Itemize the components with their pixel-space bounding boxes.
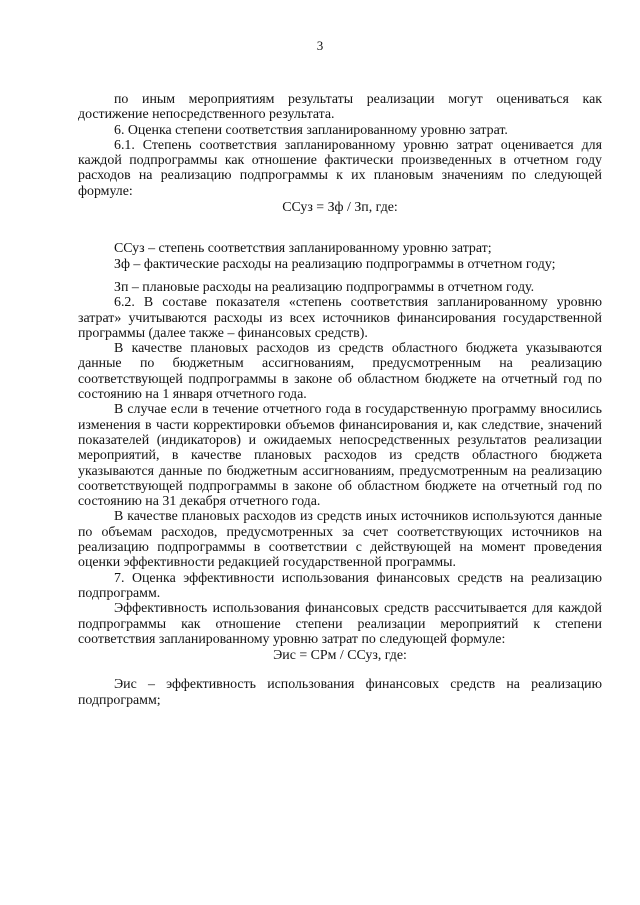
paragraph-regional-budget: В качестве плановых расходов из средств областного бюджета указываются данные по бюджетным ассигнованиям, предусмотренным на реализацию соответствующей подпрограммы в законе об областном бюджете на отчетный год по состоянию на 1 января отчетного года. bbox=[78, 341, 602, 403]
spacer bbox=[78, 272, 602, 280]
section-7-paragraph: Эффективность использования финансовых средств рассчитывается для каждой подпрограммы как отношение степени реализации мероприятий к степени соответствия запланированному уровню затрат по следующей формуле: bbox=[78, 601, 602, 647]
paragraph-changes: В случае если в течение отчетного года в государственную программу вносились изменения в части корректировки объемов финансирования и, как следствие, значений показателей (индикаторов) и ожидаемых непосредственных результатов реализации мероприятий, в качестве плановых расходов из средств областного бюджета указываются данные по бюджетным ассигнованиям, предусмотренным на реализацию соответствующей подпрограммы в законе об областном бюджете на отчетный год по состоянию на 31 декабря отчетного года. bbox=[78, 402, 602, 510]
section-6-1-paragraph: 6.1. Степень соответствия запланированному уровню затрат оценивается для каждой подпрограммы как отношение фактически произведенных в отчетном году расходов на реализацию подпрограммы к их плановым значениям по следующей формуле: bbox=[78, 137, 602, 199]
paragraph-continuation: по иным мероприятиям результаты реализации могут оцениваться как достижение непосредственного результата. bbox=[78, 92, 602, 123]
formula-eis: Эис = СРм / ССуз, где: bbox=[273, 648, 407, 664]
definition-eis: Эис – эффективность использования финансовых средств на реализацию подпрограмм; bbox=[78, 677, 602, 708]
page-number: 3 bbox=[316, 38, 324, 53]
definition-ssuz: ССуз – степень соответствия запланированному уровню затрат; bbox=[114, 241, 492, 257]
section-6-2-paragraph: 6.2. В составе показателя «степень соответствия запланированному уровню затрат» учитываются расходы из всех источников финансирования государственной программы (далее также – финансовых средств). bbox=[78, 295, 602, 341]
spacer bbox=[78, 215, 602, 241]
definition-zf: Зф – фактические расходы на реализацию подпрограммы в отчетном году; bbox=[114, 256, 556, 272]
definition-zp: Зп – плановые расходы на реализацию подпрограммы в отчетном году. bbox=[114, 279, 535, 295]
spacer bbox=[78, 663, 602, 677]
page-content bbox=[78, 92, 602, 708]
paragraph-other-sources: В качестве плановых расходов из средств иных источников используются данные по объемам расходов, предусмотренных за счет соответствующих источников на реализацию подпрограммы в соответствии с действующей на момент проведения оценки эффективности редакцией государственной программы. bbox=[78, 509, 602, 571]
section-7-heading: 7. Оценка эффективности использования финансовых средств на реализацию подпрограмм. bbox=[78, 570, 602, 601]
section-6-heading: 6. Оценка степени соответствия запланированному уровню затрат. bbox=[114, 122, 508, 138]
formula-ssuz: ССуз = Зф / Зп, где: bbox=[282, 200, 398, 216]
